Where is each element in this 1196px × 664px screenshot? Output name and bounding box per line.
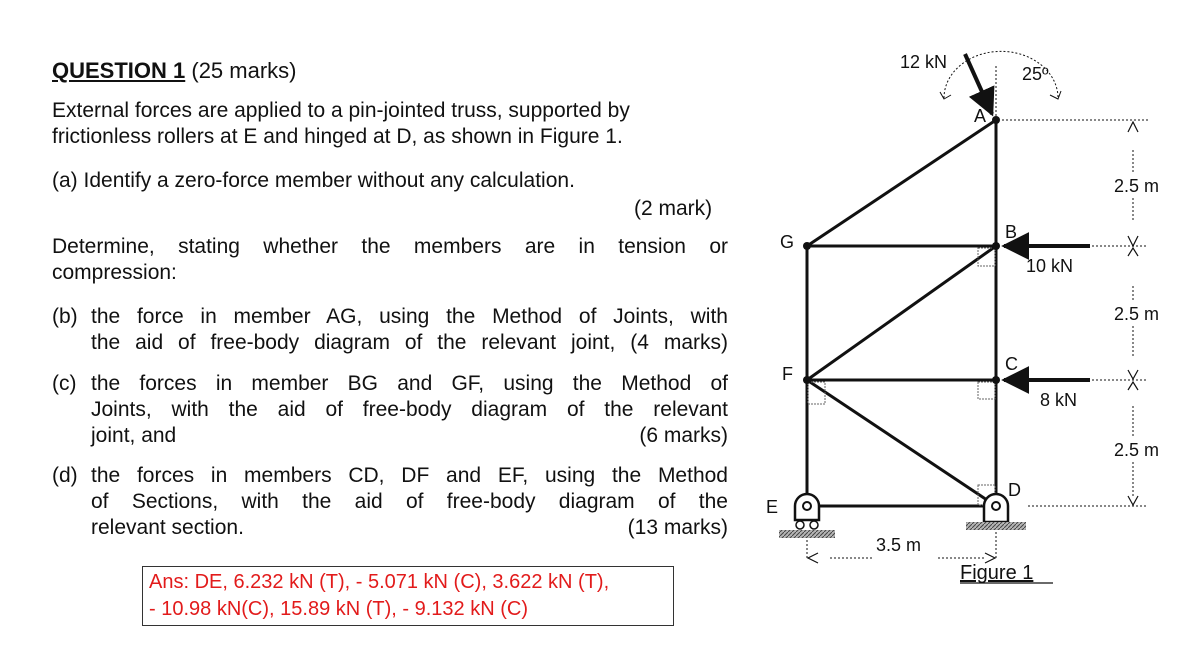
determine-line-1: Determine, stating whether the members are in tension or xyxy=(52,235,728,258)
part-c-line-3: joint, and xyxy=(91,424,177,447)
joint-f xyxy=(803,376,811,384)
label-c: C xyxy=(1005,354,1018,374)
intro-line-1: External forces are applied to a pin-jointed truss, supported by xyxy=(52,99,630,122)
angle-arrow-left xyxy=(940,92,951,99)
joints xyxy=(803,116,1000,384)
part-c-marks: (6 marks) xyxy=(639,424,728,447)
load-10kn-label: 10 kN xyxy=(1026,256,1074,276)
angle-arrow-right xyxy=(1050,91,1061,99)
answer-line-2: - 10.98 kN(C), 15.89 kN (T), - 9.132 kN (C) xyxy=(149,598,528,620)
part-d-marks: (13 marks) xyxy=(627,516,728,539)
dim-label-bc: 2.5 m xyxy=(1114,304,1160,324)
member-fb xyxy=(807,246,996,380)
label-b: B xyxy=(1005,222,1018,242)
label-g: G xyxy=(780,232,795,252)
answer-line-1: Ans: DE, 6.232 kN (T), - 5.071 kN (C), 3.622 kN (T), xyxy=(149,571,610,593)
joint-g xyxy=(803,242,811,250)
intro-line-2: frictionless rollers at E and hinged at D, as shown in Figure 1. xyxy=(52,125,623,148)
label-f: F xyxy=(782,364,793,384)
roller-support-e xyxy=(779,494,835,538)
member-ag xyxy=(807,120,996,246)
part-b-line-1: the force in member AG, using the Method of Joints, with xyxy=(91,305,728,328)
figure-caption: Figure 1 xyxy=(960,562,1034,584)
joint-c xyxy=(992,376,1000,384)
label-e: E xyxy=(766,497,779,517)
part-c-line-1: the forces in member BG and GF, using the Method of xyxy=(91,372,728,395)
question-marks: (25 marks) xyxy=(191,58,297,83)
right-angle-markers xyxy=(808,248,995,505)
angle-indicator xyxy=(944,51,1058,120)
part-b-line-2: the aid of free-body diagram of the relevant joint, (4 marks) xyxy=(91,331,728,354)
part-b-label: (b) xyxy=(52,305,78,328)
part-a-marks: (2 mark) xyxy=(634,197,713,220)
load-12kn-arrow xyxy=(965,54,992,114)
dim-label-cd: 2.5 m xyxy=(1114,440,1160,460)
determine-line-2: compression: xyxy=(52,261,177,284)
load-8kn-label: 8 kN xyxy=(1040,390,1078,410)
part-c-line-2: Joints, with the aid of free-body diagram of the relevant xyxy=(91,398,728,421)
load-12kn-label: 12 kN xyxy=(900,52,948,72)
part-d-line-2: of Sections, with the aid of free-body diagram of the xyxy=(91,490,728,513)
part-a-text: (a) Identify a zero-force member without any calculation. xyxy=(52,169,575,192)
label-d: D xyxy=(1008,480,1021,500)
label-a: A xyxy=(974,106,987,126)
part-d-line-1: the forces in members CD, DF and EF, using the Method xyxy=(91,464,728,487)
dim-label-ed: 3.5 m xyxy=(876,535,922,555)
question-number: QUESTION 1 xyxy=(52,58,186,83)
dim-label-ab: 2.5 m xyxy=(1114,176,1160,196)
truss-members xyxy=(807,120,996,506)
part-c-label: (c) xyxy=(52,372,77,395)
member-fd xyxy=(807,380,996,506)
angle-label: 25º xyxy=(1022,64,1049,84)
part-d-label: (d) xyxy=(52,464,78,487)
part-d-line-3: relevant section. xyxy=(91,516,244,539)
joint-b xyxy=(992,242,1000,250)
